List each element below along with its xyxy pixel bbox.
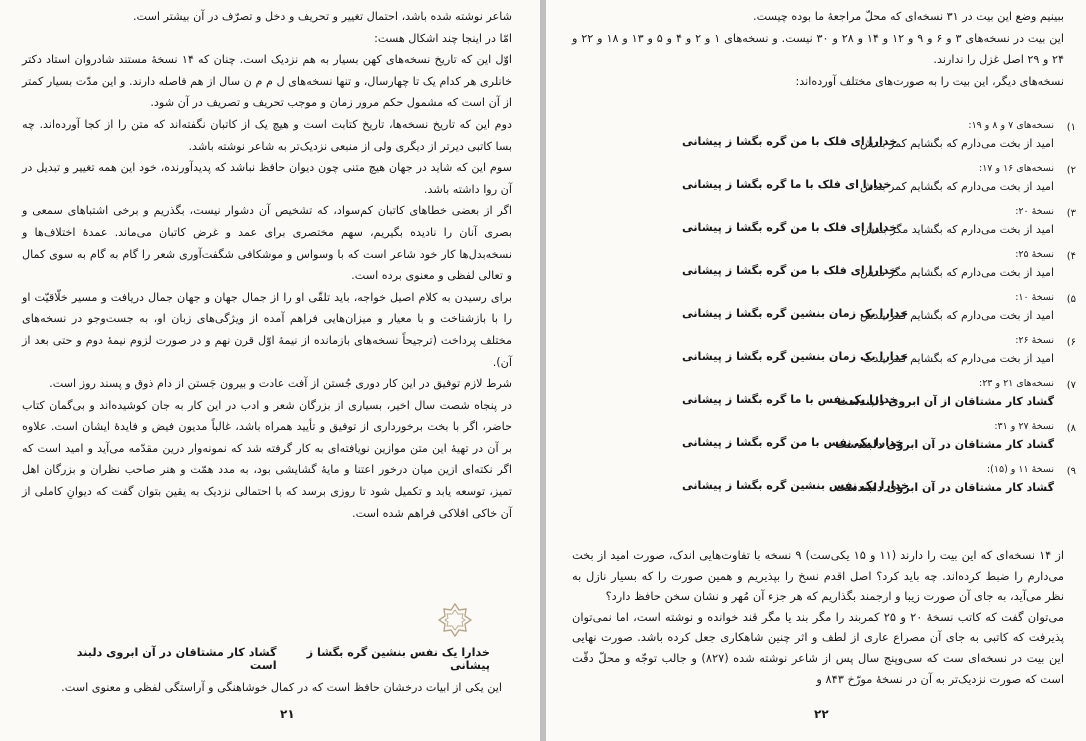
variant-hemistich-2: خدارا یک نفس با ما گره بگشا ز پیشانی bbox=[682, 393, 898, 406]
variant-hemistich-1: امید از بخت می‌دارم که بگشایم مگر مدس bbox=[860, 266, 1054, 279]
variant-hemistich-1: امید از بخت می‌دارم که بگشاید مگر بندش bbox=[861, 223, 1054, 236]
left-paragraph: سوم این که شاید در جهان هیچ متنی چون دیوان حافظ نباشد که پدیدآورنده، خود این همه تغییر و تبدیل در آن روا داشته باشد. bbox=[22, 161, 512, 196]
intro-line: این بیت در نسخه‌های ۳ و ۶ و ۹ و ۱۲ و ۱۴ و ۲۸ و ۳۰ نیست. و نسخه‌های ۱ و ۲ و ۴ و ۵ و ۱۳ و ۱۸ و ۲۲ و ۲۴ و ۲۹ اصل غزل را ندارند. bbox=[572, 31, 1065, 67]
variant-sources: نسخهٔ ۱۰: bbox=[1015, 292, 1054, 303]
variant-sources: نسخه‌های ۱۶ و ۱۷: bbox=[979, 163, 1054, 174]
variant-item bbox=[572, 464, 1076, 507]
variant-sources: نسخهٔ ۲۵: bbox=[1015, 249, 1054, 260]
couplet-hemistich-1: خدارا یک نفس بنشین گره بگشا ز پیشانی bbox=[306, 646, 490, 672]
right-discussion bbox=[572, 545, 1064, 689]
variant-item bbox=[572, 120, 1076, 163]
variant-item bbox=[572, 249, 1076, 292]
left-paragraph: اوّل این که تاریخ نسخه‌های کهن بسیار به هم نزدیک است. چنان که ۱۴ نسخهٔ مستند شادروان استاد دکتر خانلری هر کدام یک تا چهارسال، و تنها نسخه‌های ل م م ن سال از هم فاصله دارند. و این مدّت بسیار کمتر از آن است که مشمول حکم مرور زمان و موجب تحریف و تصریف در آن شود. bbox=[22, 53, 513, 110]
left-paragraph: شاعر نوشته شده باشد، احتمال تغییر و تحریف و دخل و تصرّف در آن بیشتر است. bbox=[132, 10, 512, 23]
variant-hemistich-2: خدارا یک نفس با من گره بگشا ز پیشانی bbox=[682, 436, 904, 449]
variant-number: ۹) bbox=[1066, 466, 1076, 477]
variant-item bbox=[572, 421, 1076, 464]
variant-hemistich-2: خدارا یک زمان بنشین گره بگشا ز پیشانی bbox=[682, 307, 909, 320]
right-page bbox=[546, 0, 1086, 741]
couplet-hemistich-2: گشاد کار مشتاقان در آن ابروی دلبند است bbox=[76, 646, 277, 672]
left-page bbox=[0, 0, 540, 741]
variant-number: ۳) bbox=[1066, 208, 1076, 219]
variant-number: ۸) bbox=[1066, 423, 1076, 434]
variant-sources: نسخهٔ ۲۰: bbox=[1015, 206, 1054, 217]
variant-hemistich-1: امید از بخت می‌دارم که بگشایم کمر بندش bbox=[859, 309, 1054, 322]
variant-number: ۷) bbox=[1066, 380, 1076, 391]
right-paragraph: از ۱۴ نسخه‌ای که این بیت را دارند (۱۱ و ۱۵ یکی‌ست) ۹ نسخه با تفاوت‌هایی اندک، صورت امید از بخت می‌دارم را ضبط کرده‌اند. چه باید کرد؟ اصل اقدم نسخ را بپذیریم و همین صورت را که بسیار نازل به نظر می‌آید، به جای آن صورت زیبا و ارجمند بگذاریم که هر جزء آن مُهر و نشان سخن حافظ دارد؟ bbox=[572, 548, 1064, 604]
highlighted-couplet bbox=[60, 646, 490, 672]
variant-hemistich-2: خدارا یک نفس بنشین گره بگشا ز پیشانی bbox=[682, 479, 910, 492]
variant-number: ۵) bbox=[1066, 294, 1076, 305]
variant-hemistich-2: خدارا یک زمان بنشین گره بگشا ز پیشانی bbox=[682, 350, 909, 363]
variant-number: ۲) bbox=[1066, 165, 1076, 176]
page-number: ۲۱ bbox=[280, 707, 295, 721]
right-intro bbox=[572, 6, 1064, 92]
left-paragraph: برای رسیدن به کلام اصیل خواجه، باید تلقّی او را از جمال جهان و جهان جمال دریافت و مسیر خلّاقیّت او را با بازشناخت و با معیار و میزان‌هایی فراهم آمده از ویژگی‌های زبان او، به جست‌وجو در نسخه‌های مختلف پرداخت (ترجیحاً نسخه‌های بازمانده از نیمهٔ اوّل قرن نهم و در صورت لزوم نیمهٔ دوم و حتی بعد از آن). bbox=[22, 290, 512, 369]
variant-hemistich-2: خدارا ای فلک با من گره بگشا ز پیشانی bbox=[682, 264, 898, 277]
ornament-icon bbox=[438, 603, 472, 637]
variant-item bbox=[572, 163, 1076, 206]
variant-hemistich-1: امید از بخت می‌دارم که بگشایم کمر بندش bbox=[859, 180, 1054, 193]
variant-number: ۱) bbox=[1066, 122, 1076, 133]
page-number: ۲۲ bbox=[814, 707, 829, 721]
variant-item bbox=[572, 335, 1076, 378]
left-paragraph: امّا در اینجا چند اشکال هست: bbox=[374, 31, 512, 45]
variant-number: ۶) bbox=[1066, 337, 1076, 348]
variant-item bbox=[572, 292, 1076, 335]
right-paragraph: می‌توان گفت که کاتب نسخهٔ ۲۰ و ۲۵ کمربند را مگر بند یا مگر قند خوانده و نوشته است، اما نمی‌توان پذیرفت که کاتبی به جای آن مصراع عاری از لطف و اثر چنین شاهکاری جعل کرده باشد. صورت نهایی این بیت در نسخه‌ای ست که سی‌وپنج سال پس از شاعر نوشته شده (۸۲۷) و جالب توجّه و محلّ دقّت است که صورت نزدیک‌تر به آن در نسخهٔ مورّخ ۸۴۳ و bbox=[572, 609, 1064, 686]
intro-line: ببینیم وضع این بیت در ۳۱ نسخه‌ای که محلّ مراجعهٔ ما بوده چیست. bbox=[753, 10, 1064, 23]
intro-line: نسخه‌های دیگر، این بیت را به صورت‌های مختلف آورده‌اند: bbox=[795, 74, 1064, 88]
variant-item bbox=[572, 378, 1076, 421]
variant-hemistich-2: خدارا ای فلک با من گره بگشا ز پیشانی bbox=[682, 135, 898, 148]
variant-hemistich-1: گشاد کار مشتاقان در آن ابروی دلبندست bbox=[835, 481, 1054, 494]
closing-line: این یکی از ابیات درخشان حافظ است که در کمال خوشاهنگی و آراستگی لفظی و معنوی است. bbox=[61, 681, 502, 694]
variant-hemistich-2: خدارا ای فلک با ما گره بگشا ز پیشانی bbox=[682, 178, 892, 191]
variant-hemistich-1: گشاد کار مشتاقان در آن ابروی دلبندست bbox=[835, 438, 1054, 451]
left-paragraph: شرط لازم توفیق در این کار دوری جُستن از آفت عادت و بیرون جَستن از دام ذوق و پسند روز است. bbox=[49, 377, 512, 391]
variant-sources: نسخهٔ ۲۷ و ۳۱: bbox=[994, 421, 1054, 432]
variant-sources: نسخه‌های ۲۱ و ۲۳: bbox=[979, 378, 1054, 389]
left-paragraph: اگر از بعضی خطاهای کاتبان کم‌سواد، که تشخیص آن دشوار نیست، بگذریم و برخی اشتباهای سمعی و بصری آنان را نادیده بگیریم، سهم مختصری برای عمد و غرض کاتبان می‌ماند. عمدهٔ اختلاف‌ها و نسخه‌بدل‌ها کار خود شاعر است که با وسواس و موشکافی شگفت‌آوری شعر را گام به گام به سوی کمال و تعالی لفظی و معنوی برده است. bbox=[22, 204, 512, 283]
variant-number: ۴) bbox=[1066, 251, 1076, 262]
variant-hemistich-2: خدارا ای فلک با من گره بگشا ز پیشانی bbox=[682, 221, 898, 234]
variant-item bbox=[572, 206, 1076, 249]
variant-sources: نسخه‌های ۷ و ۸ و ۱۹: bbox=[968, 120, 1054, 131]
variant-hemistich-1: امید از بخت می‌دارم که بگشایم کمر بندش bbox=[859, 137, 1054, 150]
variant-hemistich-1: گشاد کار مشتاقان از آن ابروی دلبندست bbox=[836, 395, 1054, 408]
variant-hemistich-1: امید از بخت می‌دارم که بگشایم کمر بندت bbox=[863, 352, 1054, 365]
left-page-body bbox=[22, 6, 512, 524]
left-paragraph: دوم این که تاریخ نسخه‌ها، تاریخ کتابت است و هیچ یک از کاتبان نگفته‌اند که متن را از کجا آورده‌اند. چه بسا کاتبی دیرتر از دیگری ولی از منبعی نزدیک‌تر به شاعر نوشته باشد. bbox=[22, 117, 512, 153]
variant-list bbox=[572, 120, 1076, 507]
variant-sources: نسخهٔ ۲۶: bbox=[1015, 335, 1054, 346]
variant-sources: نسخهٔ ۱۱ و (۱۵): bbox=[986, 464, 1054, 475]
left-paragraph: در پنجاه شصت سال اخیر، بسیاری از بزرگان شعر و ادب در این کار به جان کوشیده‌اند و بی‌گمان کتاب حاضر، اگر با بخت برخورداری از توفیق و تأیید همراه باشد، غالباً مدیون فیض و فایدهٔ ایشان است. علاوه بر آن در تهیهٔ این متن موازین نویافته‌ای به کار گرفته شد که نمونه‌وار درین مقدّمه می‌آید و امید است که اگر نکته‌ای ازین میان درخور اعتنا و مایهٔ گشایشی بود، به مدد همّت و هنر صاحب نظران و بزرگان اهل تمیز، توسعه یابد و تکمیل شود تا روزی برسد که با احتمالی نزدیک به یقین بتوان گفت که دیوانِ کاملی از آن خاکی افلاکی فراهم شده است. bbox=[22, 398, 512, 520]
